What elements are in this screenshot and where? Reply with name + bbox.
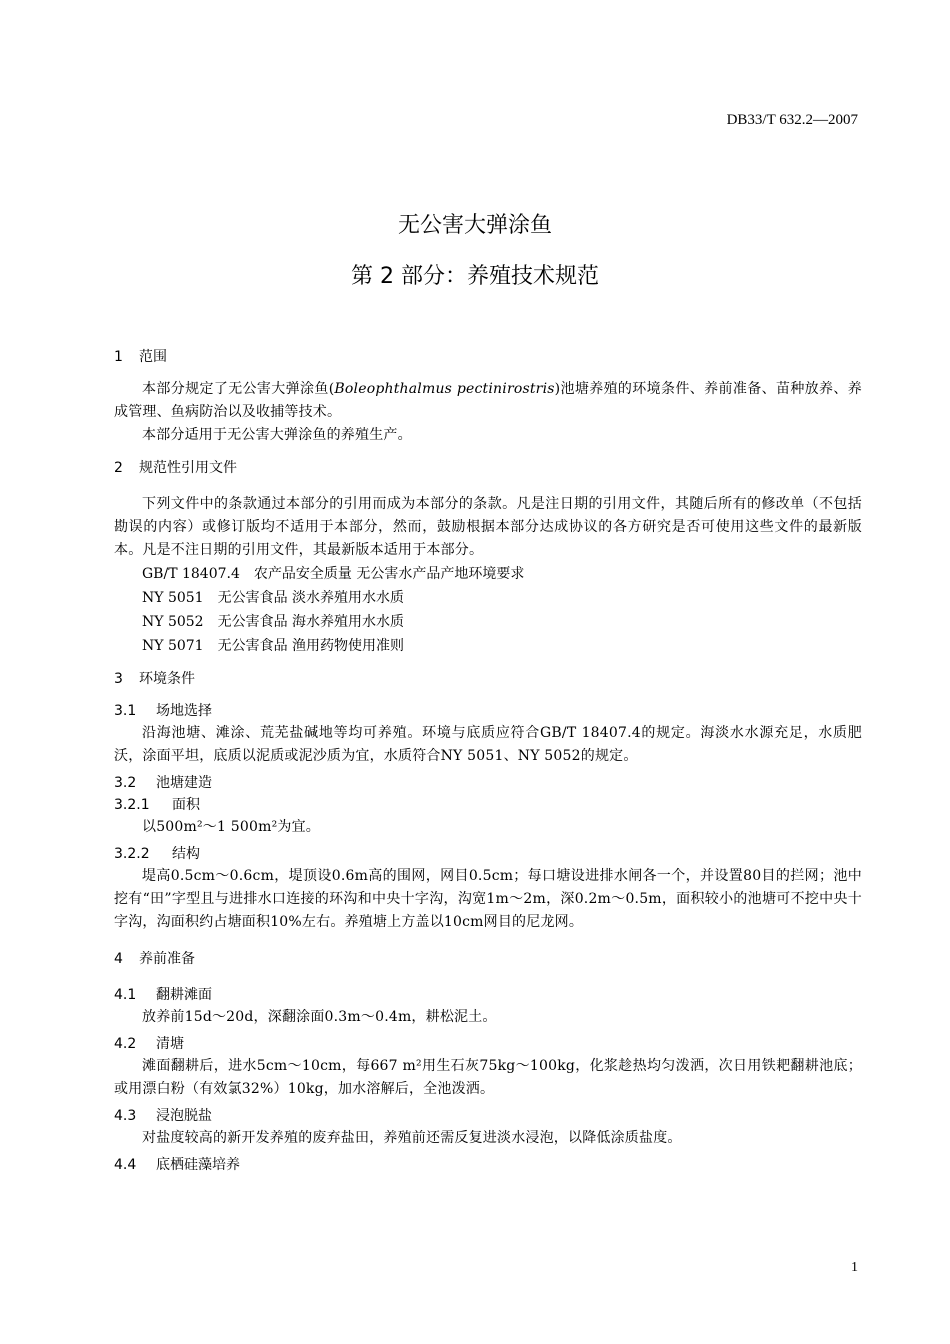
section-4-heading: 4 养前准备 — [114, 951, 195, 967]
section-2-heading: 2 规范性引用文件 — [114, 460, 237, 476]
page-number: 1 — [851, 1260, 858, 1275]
section-3-1-heading: 3.1 场地选择 — [114, 703, 212, 719]
section-3-2-2-heading: 3.2.2 结构 — [114, 846, 200, 862]
section-3-2-1-heading: 3.2.1 面积 — [114, 797, 200, 813]
section-3-2-heading: 3.2 池塘建造 — [114, 775, 212, 791]
section-4-1-paragraph: 放养前15d～20d，深翻涂面0.3m～0.4m，耕松泥土。 — [142, 1009, 497, 1025]
section-4-1-heading: 4.1 翻耕滩面 — [114, 987, 212, 1003]
document-subtitle: 第 2 部分：养殖技术规范 — [351, 264, 599, 289]
section-1-paragraph-1: 本部分规定了无公害大弹涂鱼(Boleophthalmus pectinirostris)池塘养殖的环境条件、养前准备、苗种放养、养成管理、鱼病防治以及收捕等技术。 — [114, 381, 862, 420]
document-title: 无公害大弹涂鱼 — [397, 213, 552, 238]
section-4-2-heading: 4.2 清塘 — [114, 1036, 184, 1052]
latin-species-name: Boleophthalmus pectinirostris — [334, 381, 555, 397]
reference-item: GB/T 18407.4 农产品安全质量 无公害水产品产地环境要求 — [142, 566, 525, 582]
document-code: DB33/T 632.2—2007 — [726, 112, 858, 128]
section-1-paragraph-2: 本部分适用于无公害大弹涂鱼的养殖生产。 — [142, 427, 412, 443]
reference-item: NY 5052 无公害食品 海水养殖用水水质 — [142, 614, 405, 630]
section-4-3-heading: 4.3 浸泡脱盐 — [114, 1108, 212, 1124]
section-3-heading: 3 环境条件 — [114, 671, 195, 687]
section-3-2-1-paragraph: 以500m²～1 500m²为宜。 — [142, 819, 320, 835]
reference-item: NY 5051 无公害食品 淡水养殖用水水质 — [142, 590, 405, 606]
section-3-1-paragraph: 沿海池塘、滩涂、荒芜盐碱地等均可养殖。环境与底质应符合GB/T 18407.4的规定。海淡水水源充足，水质肥沃，涂面平坦，底质以泥质或泥沙质为宜，水质符合NY 5051、NY 5052的规定。 — [114, 725, 862, 764]
section-2-paragraph: 下列文件中的条款通过本部分的引用而成为本部分的条款。凡是注日期的引用文件，其随后所有的修改单（不包括勘误的内容）或修订版均不适用于本部分，然而，鼓励根据本部分达成协议的各方研究是否可使用这些文件的最新版本。凡是不注日期的引用文件，其最新版本适用于本部分。 — [114, 496, 862, 558]
section-4-2-paragraph: 滩面翻耕后，进水5cm～10cm，每667 m²用生石灰75kg～100kg，化浆趁热均匀泼洒，次日用铁耙翻耕池底；或用漂白粉（有效氯32%）10kg，加水溶解后，全池泼洒。 — [114, 1058, 862, 1097]
section-1-heading: 1 范围 — [114, 349, 167, 365]
section-4-3-paragraph: 对盐度较高的新开发养殖的废弃盐田，养殖前还需反复进淡水浸泡，以降低涂质盐度。 — [142, 1130, 682, 1146]
section-3-2-2-paragraph: 堤高0.5cm～0.6cm，堤顶设0.6m高的围网，网目0.5cm；每口塘设进排水闸各一个，并设置80目的拦网；池中挖有“田”字型且与进排水口连接的环沟和中央十字沟，沟宽1m～2m，深0.2m～0.5m，面积较小的池塘可不挖中央十字沟，沟面积约占塘面积10%左右。养殖塘上方盖以10cm网目的尼龙网。 — [114, 868, 862, 930]
section-4-4-heading: 4.4 底栖硅藻培养 — [114, 1157, 240, 1173]
reference-item: NY 5071 无公害食品 渔用药物使用准则 — [142, 638, 405, 654]
document-body — [114, 346, 862, 1176]
